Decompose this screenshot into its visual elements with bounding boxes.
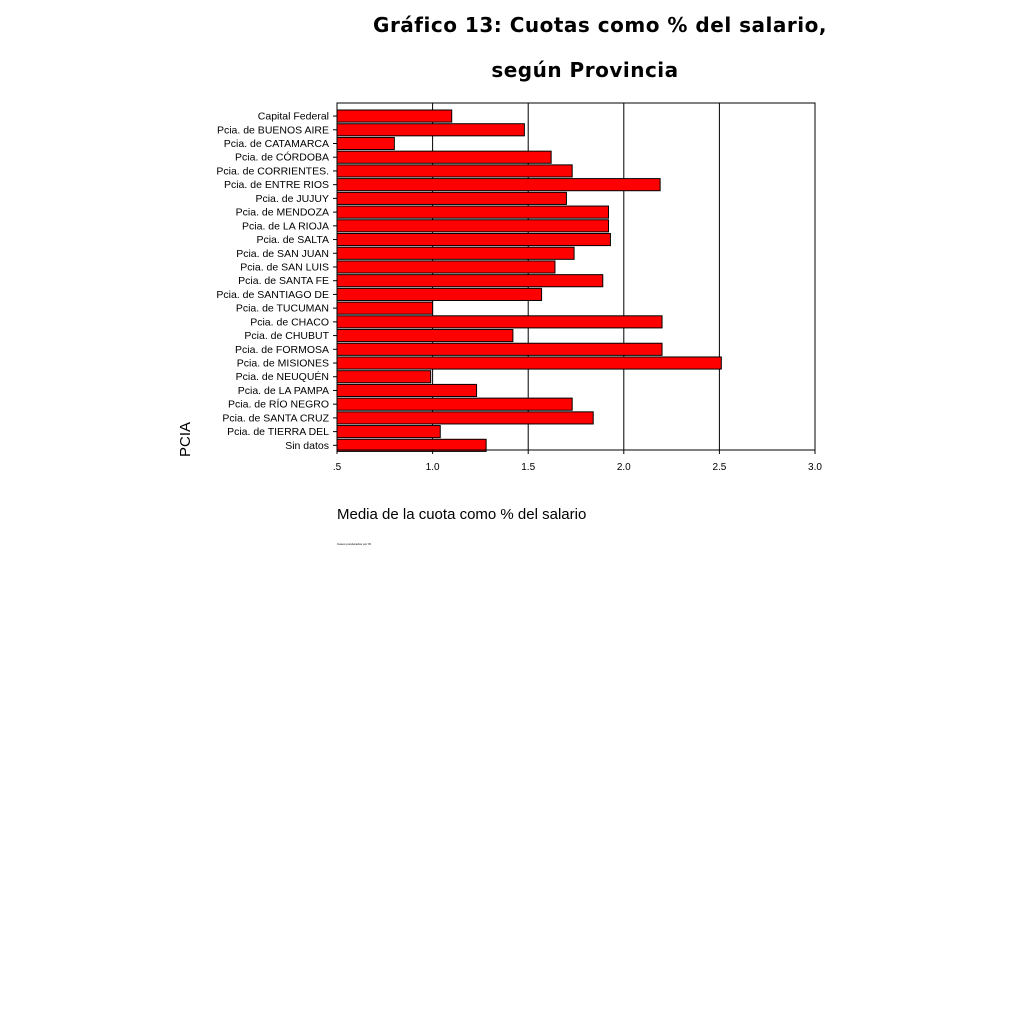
chart-title: Gráfico 13: Cuotas como % del salario,: [373, 13, 827, 37]
category-label: Pcia. de TUCUMAN: [235, 302, 329, 315]
bar: [337, 179, 660, 191]
category-label: Pcia. de CHACO: [250, 316, 329, 329]
chart-subtitle: según Provincia: [491, 58, 679, 82]
category-label: Pcia. de MENDOZA: [235, 206, 329, 219]
category-label: Pcia. de FORMOSA: [235, 343, 329, 356]
bar: [337, 124, 524, 136]
bar: [337, 288, 542, 300]
bar: [337, 343, 662, 355]
bar: [337, 330, 513, 342]
category-label: Pcia. de JUJUY: [255, 192, 329, 205]
footnote: Casos ponderados por W: [337, 542, 372, 546]
category-labels: [216, 111, 337, 452]
bar: [337, 261, 555, 273]
bar: [337, 137, 394, 149]
bar: [337, 357, 721, 369]
category-label: Pcia. de ENTRE RIOS: [223, 179, 329, 192]
bar: [337, 247, 574, 259]
bar: [337, 398, 572, 410]
x-axis-label: Media de la cuota como % del salario: [337, 506, 587, 523]
category-label: Pcia. de SAN LUIS: [240, 261, 329, 274]
bar: [337, 275, 603, 287]
bars: [337, 110, 721, 451]
category-label: Pcia. de CORRIENTES.: [216, 165, 329, 178]
bar: [337, 412, 593, 424]
category-label: Pcia. de SALTA: [256, 234, 329, 247]
category-label: Pcia. de CATAMARCA: [223, 138, 329, 150]
bar: [337, 384, 477, 396]
category-label: Pcia. de RÍO NEGRO: [228, 398, 329, 411]
bar: [337, 192, 566, 204]
category-label: Pcia. de SANTIAGO DE: [216, 288, 329, 301]
x-tick-label: 2.0: [616, 462, 631, 473]
category-label: Pcia. de LA RIOJA: [242, 220, 329, 233]
category-label: Pcia. de CHUBUT: [244, 330, 329, 343]
category-label: Pcia. de CÓRDOBA: [235, 151, 329, 164]
category-label: Pcia. de MISIONES: [236, 357, 329, 370]
bar: [337, 220, 609, 232]
x-tick-label: .5: [332, 462, 342, 473]
x-tick-label: 2.5: [712, 462, 727, 473]
y-axis-label: PCIA: [177, 421, 194, 457]
category-label: Capital Federal: [257, 110, 329, 123]
x-tick-label: 1.0: [425, 462, 440, 473]
bar: [337, 371, 431, 383]
x-tick-labels: [333, 450, 823, 473]
category-label: Pcia. de TIERRA DEL: [227, 426, 329, 439]
bar: [337, 110, 452, 122]
bar: [337, 151, 551, 163]
bar: [337, 302, 433, 314]
x-tick-label: 3.0: [808, 462, 822, 473]
category-label: Pcia. de BUENOS AIRE: [216, 124, 329, 137]
bar: [337, 316, 662, 328]
bar: [337, 165, 572, 177]
bar: [337, 206, 609, 218]
bar: [337, 233, 610, 245]
category-label: Pcia. de SANTA CRUZ: [222, 412, 329, 425]
x-tick-label: 1.5: [521, 462, 536, 473]
bar: [337, 426, 440, 438]
category-label: Pcia. de LA PAMPA: [237, 384, 329, 397]
category-label: Pcia. de SAN JUAN: [236, 247, 329, 260]
category-label: Pcia. de NEUQUÉN: [235, 371, 329, 384]
category-label: Sin datos: [285, 439, 329, 452]
category-label: Pcia. de SANTA FE: [238, 275, 329, 288]
